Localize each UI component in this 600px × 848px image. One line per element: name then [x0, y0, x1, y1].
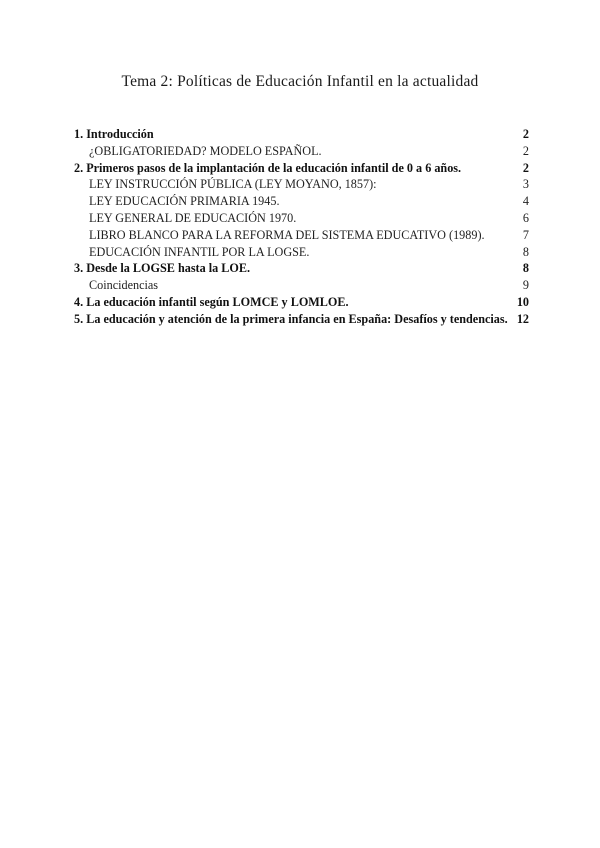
- toc-entry-ley-general-1970[interactable]: [74, 210, 529, 227]
- toc-entry-libro-blanco[interactable]: [74, 227, 529, 244]
- toc-entry-text: LEY INSTRUCCIÓN PÚBLICA (LEY MOYANO, 1857):: [89, 177, 377, 192]
- toc-entry-ley-primaria-1945[interactable]: [74, 193, 529, 210]
- toc-page-number: 9: [522, 278, 529, 293]
- toc-entry-ley-moyano[interactable]: [74, 176, 529, 193]
- toc-page-number: 10: [516, 294, 529, 309]
- toc-page-number: 12: [516, 311, 529, 326]
- toc-entry-text: EDUCACIÓN INFANTIL POR LA LOGSE.: [89, 244, 310, 259]
- toc-entry-introduccion[interactable]: [74, 126, 529, 143]
- toc-entry-infantil-logse[interactable]: [74, 244, 529, 261]
- toc-page-number: 3: [522, 177, 529, 192]
- document-title: Tema 2: Políticas de Educación Infantil en la actualidad: [121, 73, 479, 90]
- toc-entry-text: Coincidencias: [89, 278, 159, 293]
- table-of-contents: [74, 126, 529, 328]
- toc-page-number: 7: [522, 227, 529, 242]
- toc-page-number: 8: [522, 261, 529, 276]
- toc-page-number: 2: [522, 143, 529, 158]
- toc-entry-text: 3. Desde la LOGSE hasta la LOE.: [74, 261, 251, 276]
- toc-page-number: 8: [522, 244, 529, 259]
- toc-page-number: 6: [522, 210, 529, 225]
- toc-entry-text: LEY GENERAL DE EDUCACIÓN 1970.: [89, 210, 297, 225]
- toc-entry-text: LIBRO BLANCO PARA LA REFORMA DEL SISTEMA EDUCATIVO (1989).: [89, 227, 485, 242]
- toc-page-number: 2: [522, 127, 529, 141]
- toc-entry-text: ¿OBLIGATORIEDAD? MODELO ESPAÑOL.: [89, 143, 322, 158]
- toc-entry-obligatoriedad[interactable]: [74, 143, 529, 160]
- toc-entry-text: 5. La educación y atención de la primera infancia en España: Desafíos y tendencias.: [74, 311, 508, 326]
- toc-entry-coincidencias[interactable]: [74, 277, 529, 294]
- toc-entry-logse-loe[interactable]: [74, 260, 529, 277]
- toc-entry-text: LEY EDUCACIÓN PRIMARIA 1945.: [89, 194, 280, 209]
- toc-page-number: 2: [522, 160, 529, 175]
- toc-page-number: 4: [522, 194, 529, 209]
- toc-entry-primera-infancia[interactable]: [74, 311, 529, 328]
- toc-entry-text: 1. Introducción: [74, 127, 154, 141]
- toc-entry-lomce-lomloe[interactable]: [74, 294, 529, 311]
- toc-entry-primeros-pasos[interactable]: [74, 160, 529, 177]
- toc-entry-text: 4. La educación infantil según LOMCE y LOMLOE.: [74, 294, 349, 309]
- toc-entry-text: 2. Primeros pasos de la implantación de la educación infantil de 0 a 6 años.: [74, 160, 462, 175]
